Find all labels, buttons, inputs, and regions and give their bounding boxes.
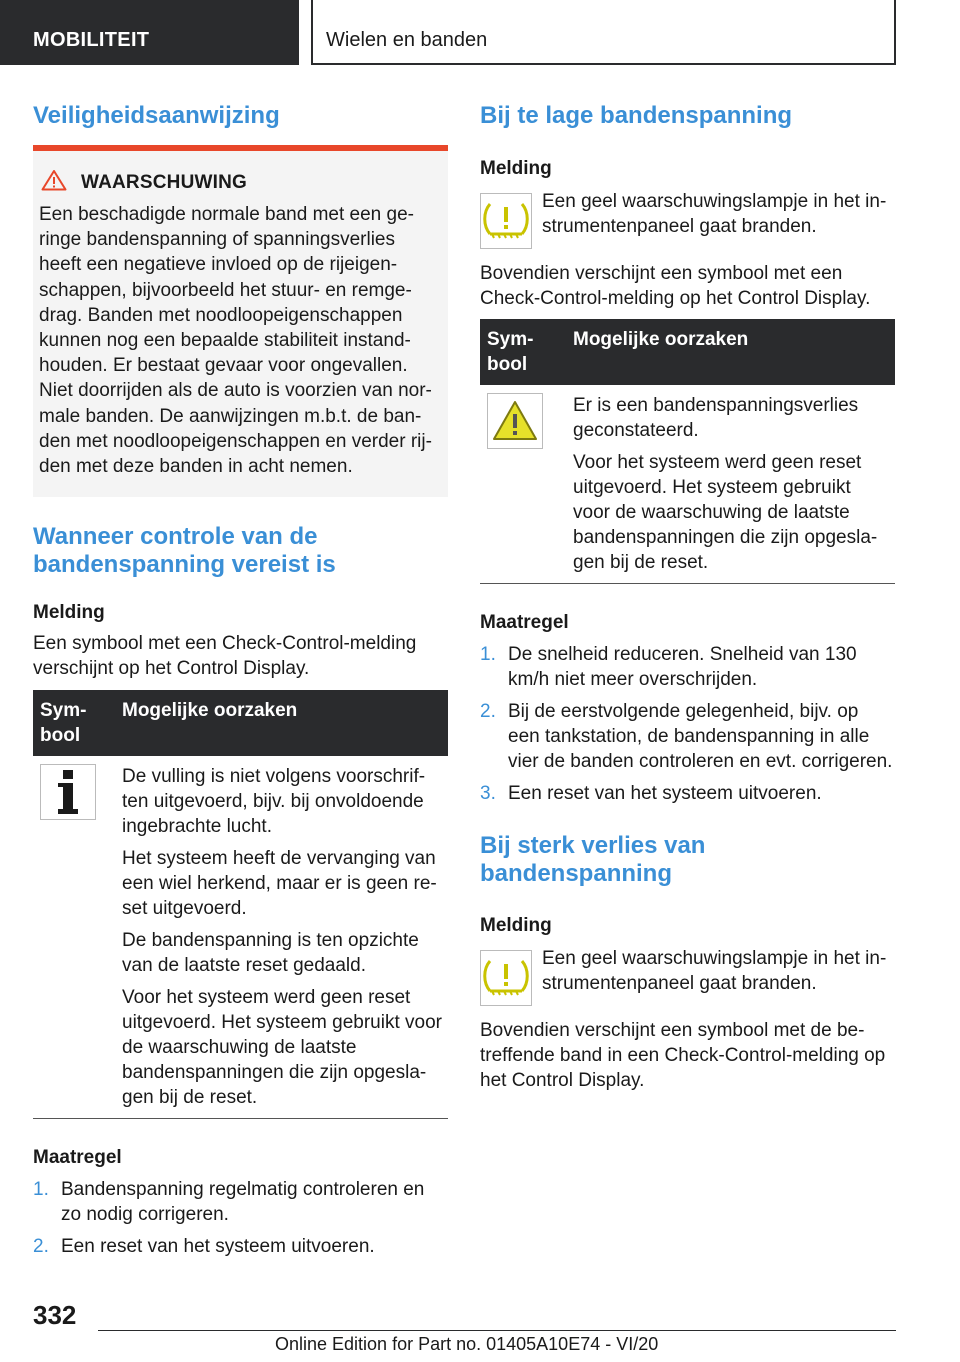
heading-check-required: Wanneer controle van de bandenspanning vereist is — [33, 523, 336, 579]
table-header-causes: Mogelijke oorzaken — [566, 319, 895, 385]
warning-panel — [33, 145, 448, 497]
cause-item: De vulling is niet volgens voorschrif- ten uitgevoerd, bijv. bij onvoldoende ingebrachte lucht. — [122, 766, 426, 838]
melding-label: Melding — [480, 158, 552, 179]
warning-title: WAARSCHUWING — [81, 171, 247, 193]
maatregel-label: Maatregel — [480, 612, 569, 633]
right-column — [480, 100, 895, 1093]
warning-text: Een beschadigde normale band met een ge- ringe bandenspanning of spanningsverlies heeft een negatieve invloed op de rijeigen- schappen, bijvoorbeeld het stuur- en remge- drag. Banden met noodloopeigenschappen kunnen nog een bepaalde stabiliteit instand- houden. Er bestaat gevaar voor ongevallen. Niet doorrijden als de auto is voorzien van nor- male banden. De aanwijzingen m.b.t. de ban- den met noodloopeigenschappen en verder rij- den met deze banden in acht nemen. — [39, 204, 432, 478]
heading-strong-loss: Bij sterk verlies van bandenspanning — [480, 832, 706, 887]
warning-triangle-icon — [41, 169, 67, 196]
step-number: 1. — [480, 644, 496, 665]
cause-item: De bandenspanning is ten opzichte van de laatste reset gedaald. — [122, 930, 419, 977]
list-item — [480, 699, 895, 774]
info-icon — [40, 764, 96, 820]
lamp-text: Een geel waarschuwingslampje in het in- strumentenpaneel gaat branden. — [542, 191, 887, 237]
melding-label: Melding — [33, 602, 105, 624]
chapter-title: Wielen en banden — [326, 29, 488, 51]
chapter-tab — [311, 0, 896, 65]
cause-item: Voor het systeem werd geen reset uitgevoerd. Het systeem gebruikt voor de waarschuwing de laatste bandenspanningen die zijn opgesla- gen bij de reset. — [573, 452, 878, 573]
edition-text: Online Edition for Part no. 01405A10E74 - VI/20 — [275, 1334, 659, 1354]
melding-text: Een symbool met een Check-Control-melding verschijnt op het Control Display. — [33, 633, 417, 680]
melding-label: Melding — [480, 915, 552, 936]
tire-pressure-warning-icon — [480, 950, 532, 1006]
step-number: 2. — [480, 701, 496, 722]
page-number: 332 — [33, 1300, 77, 1330]
section-tab — [0, 0, 299, 65]
steps-list-right — [480, 642, 895, 806]
maatregel-label: Maatregel — [33, 1147, 122, 1169]
warning-triangle-yellow-icon — [487, 393, 543, 449]
step-text: Bij de eerstvolgende gelegenheid, bijv. op een tankstation, de bandenspanning in alle vier de banden controleren en evt. corrigeren. — [508, 701, 893, 772]
step-text: De snelheid reduceren. Snelheid van 130 km/h niet meer overschrijden. — [508, 644, 857, 690]
list-item — [33, 1177, 448, 1227]
left-column — [33, 100, 448, 1259]
causes-table-left — [33, 690, 448, 1119]
steps-list-left — [33, 1177, 448, 1259]
step-text: Bandenspanning regelmatig controleren en zo nodig corrigeren. — [61, 1179, 425, 1226]
table-header-causes: Mogelijke oorzaken — [115, 690, 448, 756]
extra-text: Bovendien verschijnt een symbool met de be- treffende band in een Check-Control-melding op het Control Display. — [480, 1020, 886, 1091]
step-text: Een reset van het systeem uitvoeren. — [508, 783, 822, 804]
table-header-symbol: Sym- bool — [33, 690, 115, 756]
list-item — [480, 642, 895, 692]
list-item — [480, 781, 895, 806]
tire-pressure-warning-icon — [480, 193, 532, 249]
section-title: MOBILITEIT — [33, 29, 150, 51]
footer-divider — [98, 1330, 896, 1331]
step-number: 3. — [480, 783, 496, 804]
step-number: 1. — [33, 1179, 49, 1201]
cause-item: Voor het systeem werd geen reset uitgevoerd. Het systeem gebruikt voor de waarschuwing de laatste bandenspanningen die zijn opgesla- gen bij de reset. — [122, 987, 442, 1109]
cause-item: Er is een bandenspanningsverlies geconstateerd. — [573, 395, 859, 441]
lamp-text: Een geel waarschuwingslampje in het in- strumentenpaneel gaat branden. — [542, 948, 887, 994]
causes-table-right — [480, 319, 895, 584]
heading-safety: Veiligheidsaanwijzing — [33, 102, 280, 129]
extra-text: Bovendien verschijnt een symbool met een Check-Control-melding op het Control Display. — [480, 263, 871, 309]
list-item — [33, 1234, 448, 1259]
step-text: Een reset van het systeem uitvoeren. — [61, 1236, 375, 1258]
step-number: 2. — [33, 1236, 49, 1258]
heading-low-pressure: Bij te lage bandenspanning — [480, 102, 793, 129]
cause-item: Het systeem heeft de vervanging van een wiel herkend, maar er is geen re- set uitgevoerd. — [122, 848, 437, 920]
table-header-symbol: Sym- bool — [480, 319, 566, 385]
